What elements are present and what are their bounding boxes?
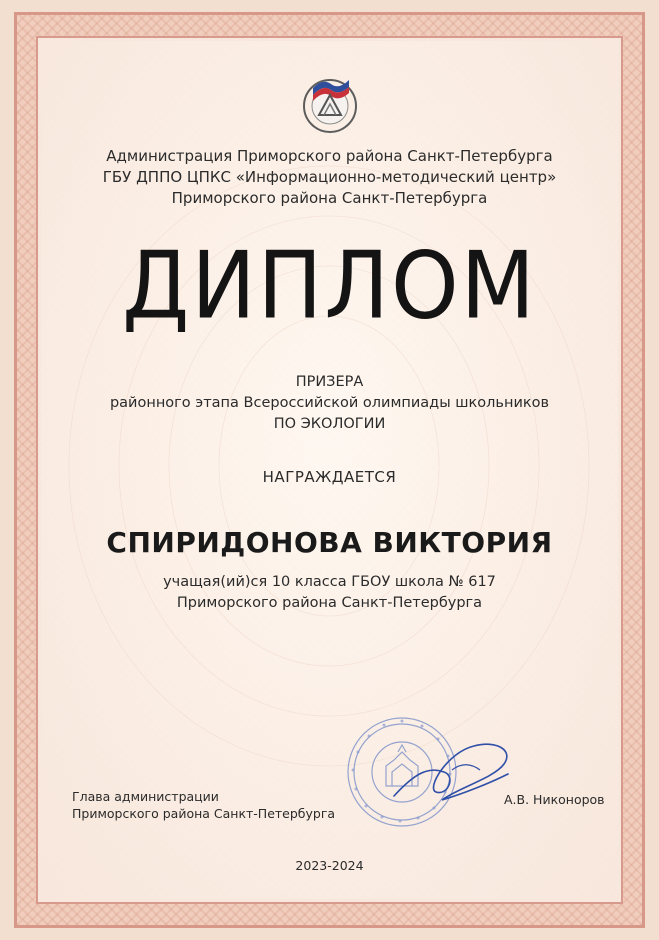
signatory-position [72,788,335,822]
recipient-school-line-2: Приморского района Санкт-Петербурга [176,595,483,611]
awarded-label: НАГРАЖДАЕТСЯ [262,468,397,486]
prize-line-3: ПО ЭКОЛОГИИ [273,416,386,432]
prize-line-1: ПРИЗЕРА [295,374,364,390]
organization-header [36,146,623,209]
signatory-position-line-1: Глава администрации [72,789,219,804]
signatory-position-line-2: Приморского района Санкт-Петербурга [72,806,336,821]
diploma-content [36,36,623,904]
recipient-school-line-1: учащая(ий)ся 10 класса ГБОУ школа № 617 [163,574,496,590]
recipient-school [36,572,623,614]
signatory-name: А.В. Никоноров [504,792,605,807]
prize-line-2: районного этапа Всероссийской олимпиады школьников [109,395,550,411]
prize-description [36,372,623,435]
academic-year: 2023-2024 [295,858,364,873]
recipient-name: СПИРИДОНОВА ВИКТОРИЯ [106,526,553,559]
olympiad-emblem-icon [295,68,365,138]
organization-line-2: ГБУ ДППО ЦПКС «Информационно-методический центр» [102,168,557,186]
organization-line-3: Приморского района Санкт-Петербурга [171,189,488,207]
diploma-title: ДИПЛОМ [122,232,537,340]
organization-line-1: Администрация Приморского района Санкт-Петербурга [106,147,553,165]
